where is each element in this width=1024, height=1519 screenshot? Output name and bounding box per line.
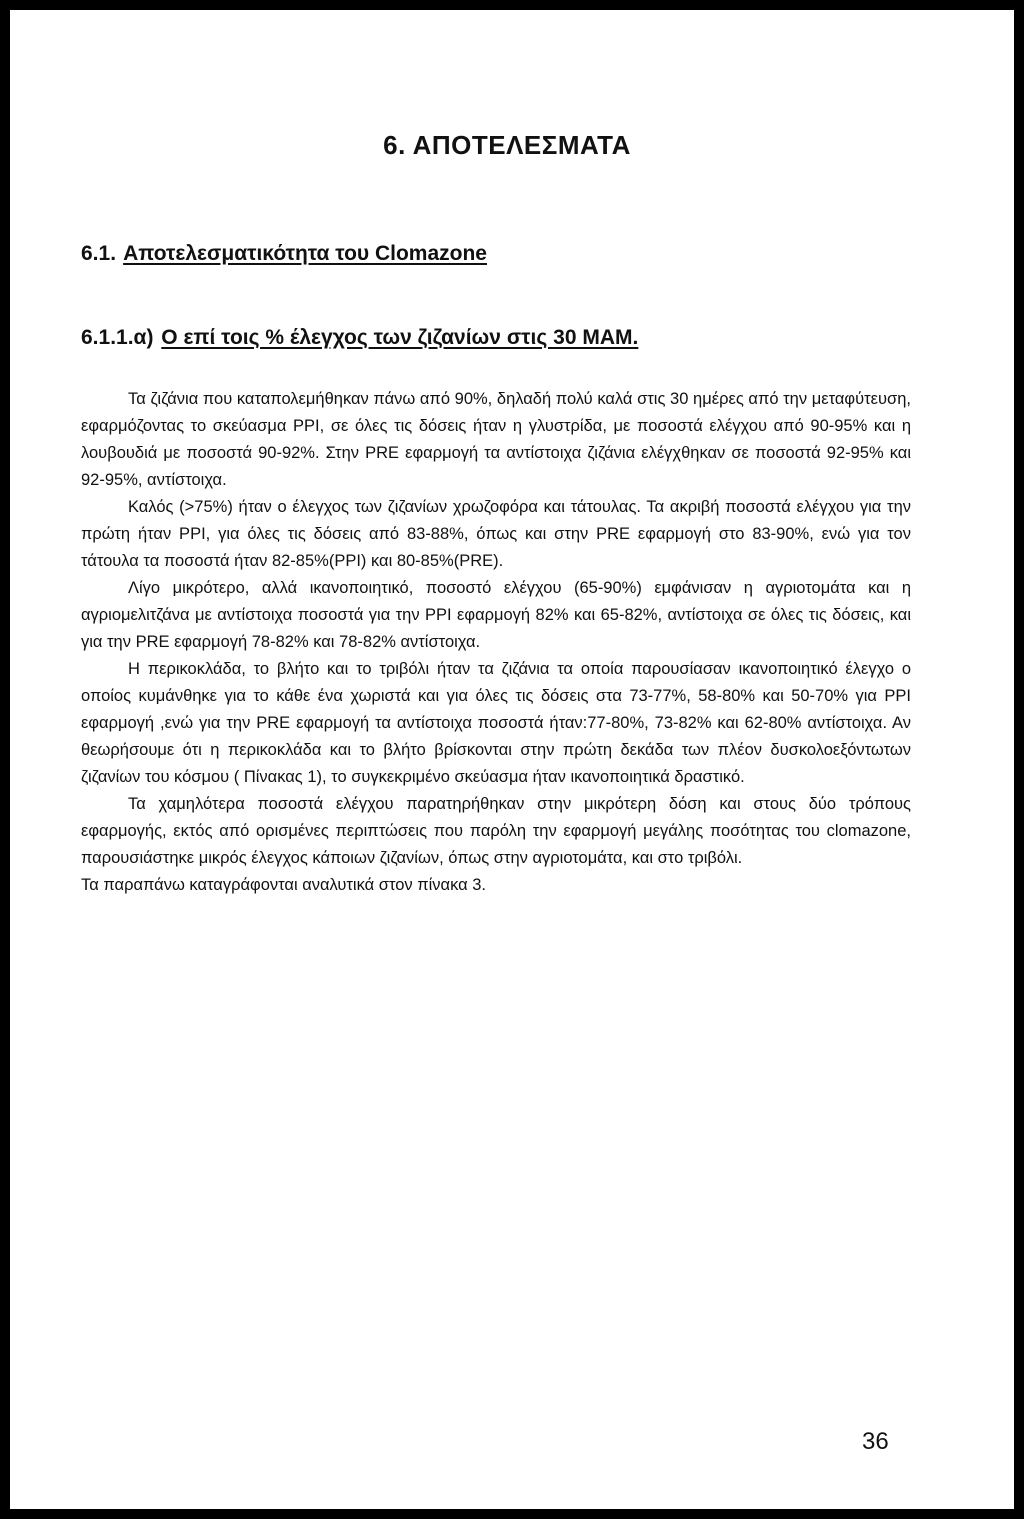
chapter-title: 6. ΑΠΟΤΕΛΕΣΜΑΤΑ xyxy=(383,130,631,160)
paragraph: Τα ζιζάνια που καταπολεμήθηκαν πάνω από 90%, δηλαδή πολύ καλά στις 30 ημέρες από την μεταφύτευση, εφαρμόζοντας το σκεύασμα PPI, σε όλες τις δόσεις ήταν η γλυστρίδα, με ποσοστά ελέγχου από 90-95% και η λουβουδιά με ποσοστά 90-92%. Στην PRE εφαρμογή τα αντίστοιχα ζιζάνια ελέγχθηκαν σε ποσοστά 92-95% και 92-95%, αντίστοιχα. xyxy=(81,390,911,489)
document-page xyxy=(10,10,1014,1509)
section-heading xyxy=(81,242,487,266)
subsection-title: Ο επί τοις % έλεγχος των ζιζανίων στις 30 ΜΑΜ. xyxy=(161,326,639,349)
paragraph: Τα παραπάνω καταγράφονται αναλυτικά στον πίνακα 3. xyxy=(81,876,487,894)
subsection-number: 6.1.1.α) xyxy=(81,326,154,349)
body-text xyxy=(81,386,911,899)
paragraph: Καλός (>75%) ήταν ο έλεγχος των ζιζανίων χρωζοφόρα και τάτουλας. Τα ακριβή ποσοστά ελέγχου για την πρώτη ήταν PPI, για όλες τις δόσεις από 83-88%, όπως και στην PRE εφαρμογή στο 83-90%, ενώ για τον τάτουλα τα ποσοστά ήταν 82-85%(PPI) και 80-85%(PRE). xyxy=(81,498,911,570)
paragraph: Τα χαμηλότερα ποσοστά ελέγχου παρατηρήθηκαν στην μικρότερη δόση και στους δύο τρόπους εφαρμογής, εκτός από ορισμένες περιπτώσεις που παρόλη την εφαρμογή μεγάλης ποσότητας του clomazone, παρουσιάστηκε μικρός έλεγχος κάποιων ζιζανίων, όπως στην αγριοτομάτα, και στο τριβόλι. xyxy=(81,795,911,867)
section-number: 6.1. xyxy=(81,242,117,265)
subsection-heading xyxy=(81,326,638,350)
paragraph: Λίγο μικρότερο, αλλά ικανοποιητικό, ποσοστό ελέγχου (65-90%) εμφάνισαν η αγριοτομάτα και η αγριομελιτζάνα με αντίστοιχα ποσοστά για την PPI εφαρμογή 82% και 65-82%, αντίστοιχα σε όλες τις δόσεις, και για την PRE εφαρμογή 78-82% και 78-82% αντίστοιχα. xyxy=(81,579,911,651)
page-number: 36 xyxy=(862,1428,889,1455)
paragraph: Η περικοκλάδα, το βλήτο και το τριβόλι ήταν τα ζιζάνια τα οποία παρουσίασαν ικανοποιητικό έλεγχο ο οποίος κυμάνθηκε για το κάθε ένα χωριστά και για όλες τις δόσεις στα 73-77%, 58-80% και 50-70% για PPI εφαρμογή ,ενώ για την PRE εφαρμογή τα αντίστοιχα ποσοστά ήταν:77-80%, 73-82% και 62-80% αντίστοιχα. Αν θεωρήσουμε ότι η περικοκλάδα και το βλήτο βρίσκονται στην πρώτη δεκάδα των πλέον δυσκολοεξόντωτων ζιζανίων του κόσμου ( Πίνακας 1), το συγκεκριμένο σκεύασμα ήταν ικανοποιητικά δραστικό. xyxy=(81,660,911,786)
section-title: Αποτελεσματικότητα του Clomazone xyxy=(123,242,487,265)
